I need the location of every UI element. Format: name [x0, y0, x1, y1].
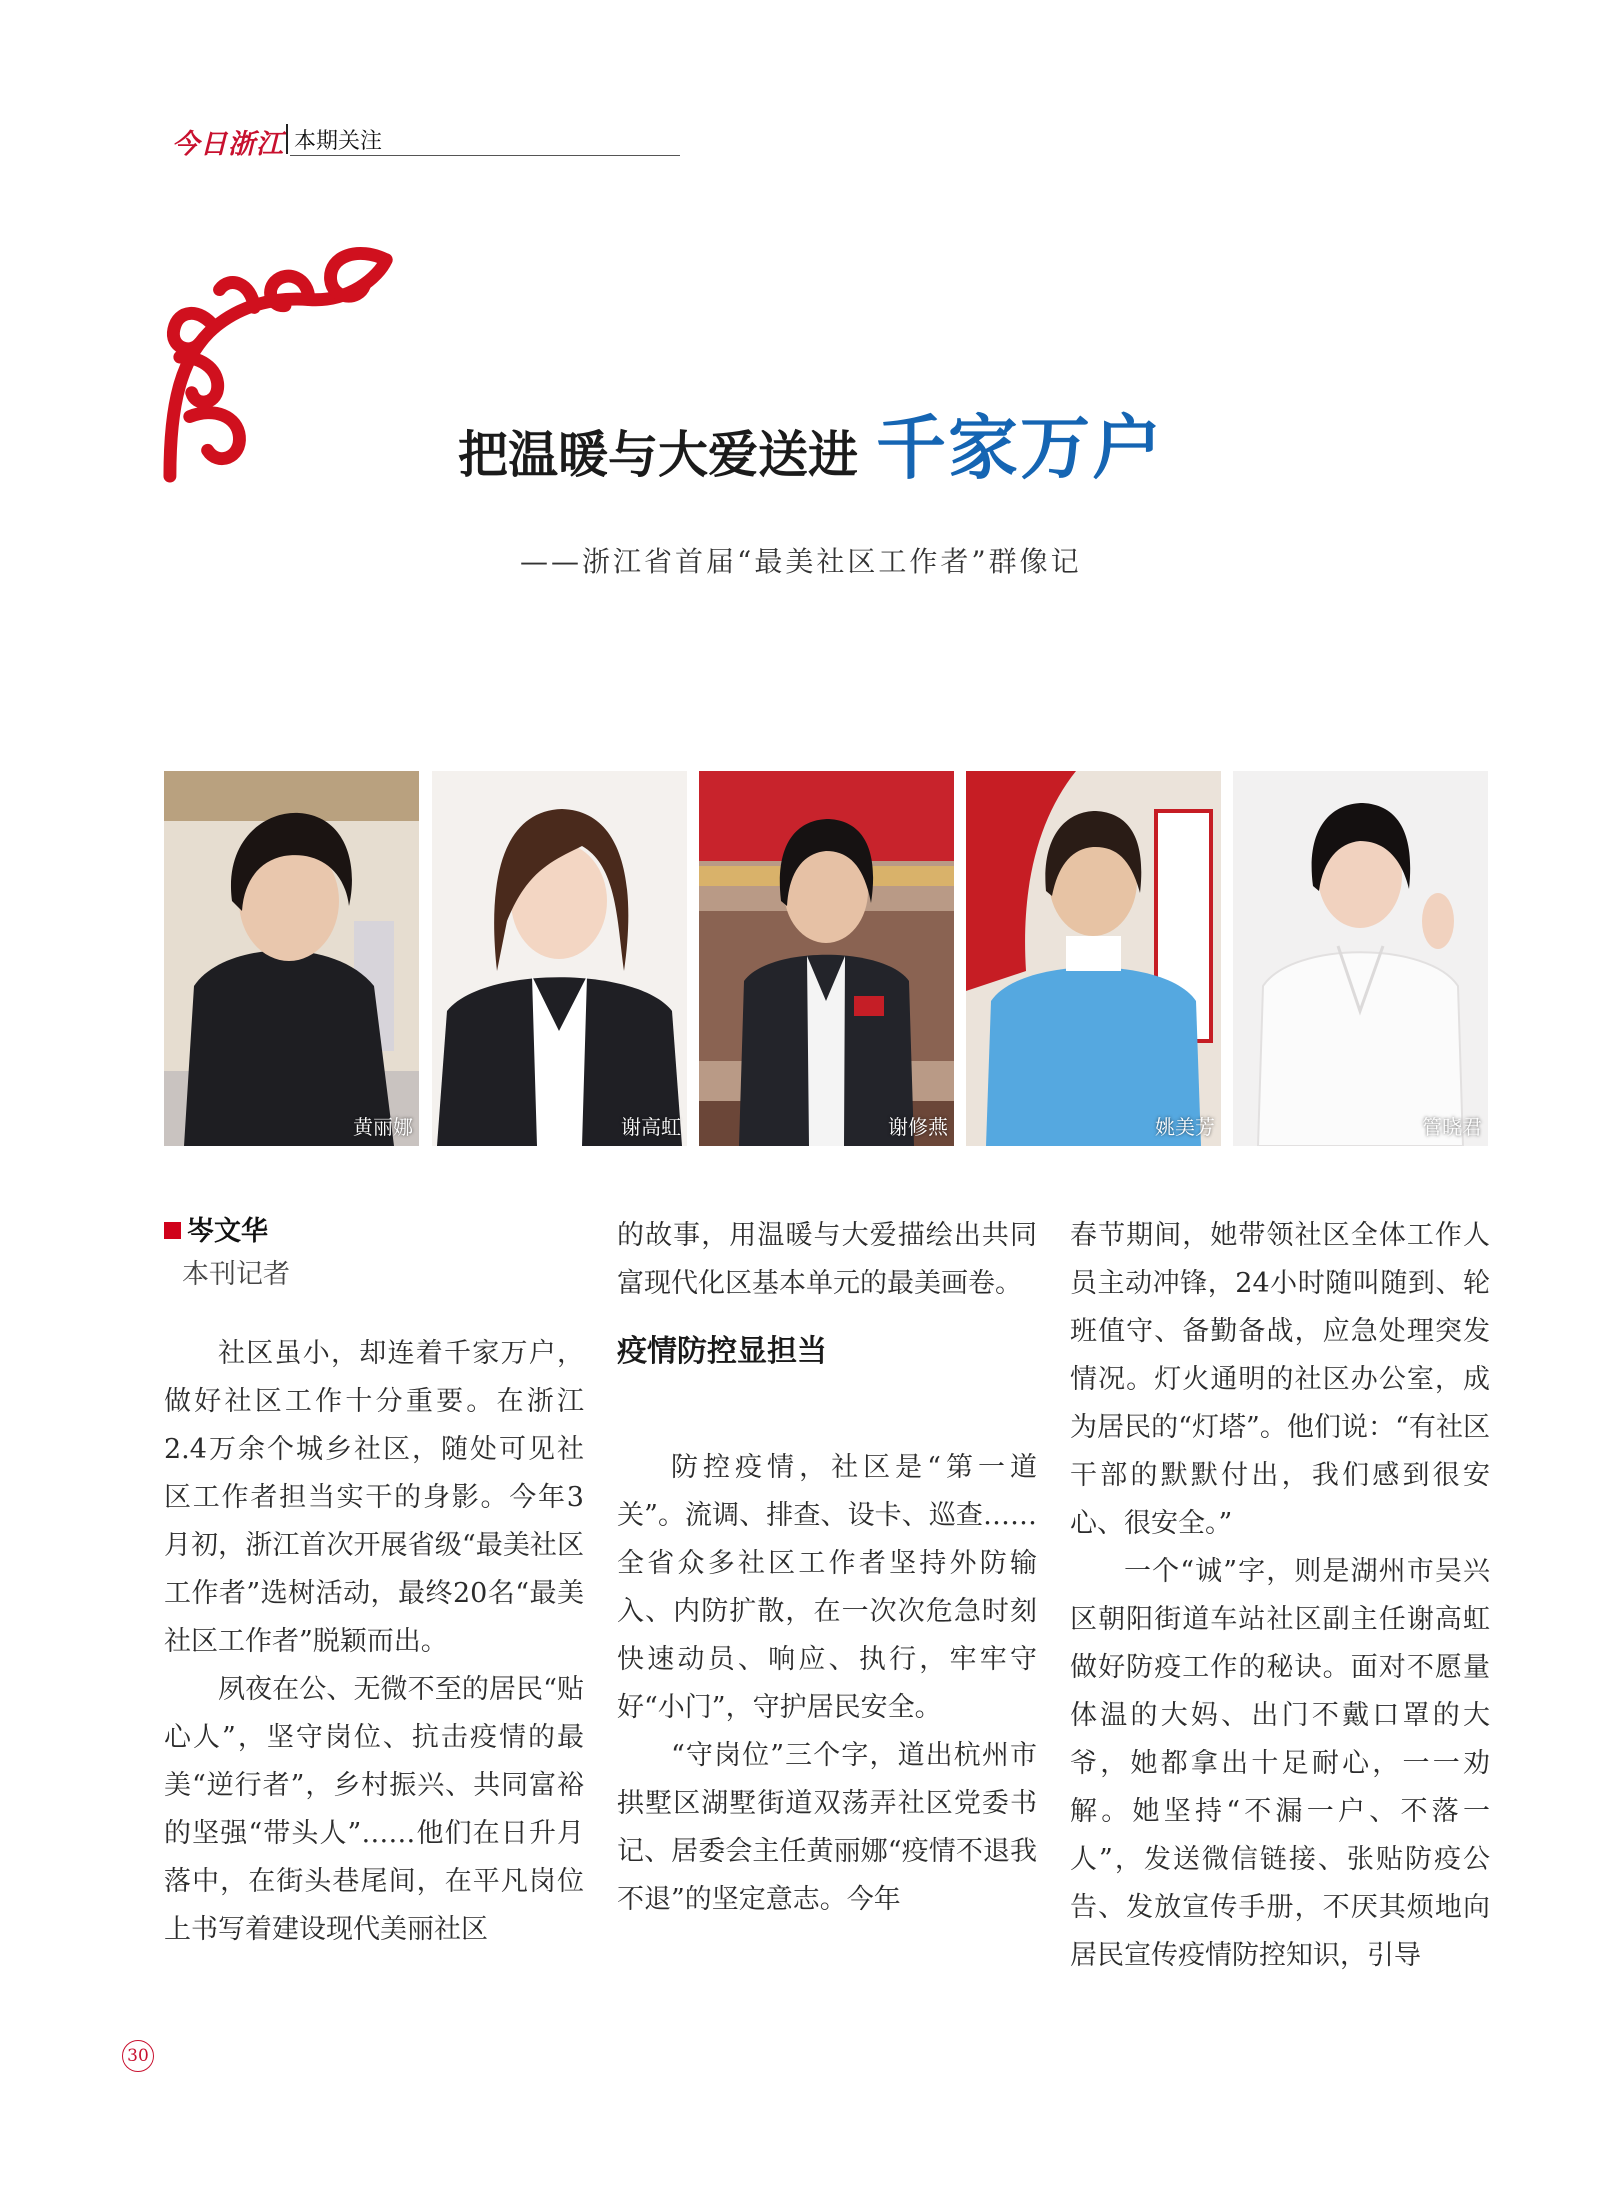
portrait-photo-3	[699, 771, 954, 1146]
portrait-caption: 管晓君	[1422, 1115, 1482, 1139]
section-label: 本期关注	[294, 129, 383, 154]
paragraph: 防控疫情，社区是“第一道关”。流调、排查、设卡、巡查……全省众多社区工作者坚持外防输入、内防扩散，在一次次危急时刻快速动员、响应、执行，牢牢守好“小门”，守护居民安全。	[617, 1452, 1037, 1723]
title-part-2: 千家万户	[876, 406, 1164, 489]
portrait-image	[1233, 771, 1488, 1146]
portrait-image	[966, 771, 1221, 1146]
portrait-photo-2	[432, 771, 687, 1146]
article-title	[458, 392, 1164, 493]
magazine-logo: 今日浙江	[172, 129, 284, 160]
article-column-3	[1070, 1212, 1490, 1980]
paragraph: 一个“诚”字，则是湖州市吴兴区朝阳街道车站社区副主任谢高虹做好防疫工作的秘诀。面对不愿量体温的大妈、出门不戴口罩的大爷，她都拿出十足耐心，一一劝解。她坚持“不漏一户、不落一人”，发送微信链接、张贴防疫公告、发放宣传手册，不厌其烦地向居民宣传疫情防控知识，引导	[1070, 1556, 1490, 1971]
portrait-caption: 谢高虹	[621, 1115, 681, 1139]
portrait-photo-4	[966, 771, 1221, 1146]
paragraph: 社区虽小，却连着千家万户，做好社区工作十分重要。在浙江2.4万余个城乡社区，随处可见社区工作者担当实干的身影。今年3月初，浙江首次开展省级“最美社区工作者”选树活动，最终20名“最美社区工作者”脱颖而出。	[164, 1338, 584, 1657]
article-column-1	[164, 1212, 584, 1954]
portrait-photo-1	[164, 771, 419, 1146]
section-heading: 疫情防控显担当	[617, 1334, 827, 1369]
header-divider	[286, 124, 288, 154]
byline-square-icon	[164, 1222, 181, 1239]
paragraph: 夙夜在公、无微不至的居民“贴心人”，坚守岗位、抗击疫情的最美“逆行者”，乡村振兴、共同富裕的坚强“带头人”……他们在日升月落中，在街头巷尾间，在平凡岗位上书写着建设现代美丽社区	[164, 1674, 584, 1945]
portrait-photo-5	[1233, 771, 1488, 1146]
portrait-caption: 姚美芳	[1155, 1115, 1215, 1139]
portrait-caption: 谢修燕	[888, 1115, 948, 1139]
header-rule	[290, 155, 680, 156]
corner-ornament-icon	[160, 238, 408, 486]
portrait-image	[164, 771, 419, 1146]
page-number: 30	[122, 2040, 154, 2072]
paragraph: “守岗位”三个字，道出杭州市拱墅区湖墅街道双荡弄社区党委书记、居委会主任黄丽娜“疫情不退我不退”的坚定意志。今年	[617, 1740, 1037, 1915]
paragraph-continued: 春节期间，她带领社区全体工作人员主动冲锋，24小时随叫随到、轮班值守、备勤备战，应急处理突发情况。灯火通明的社区办公室，成为居民的“灯塔”。他们说：“有社区干部的默默付出，我们感到很安心、很安全。”	[1070, 1220, 1490, 1539]
author-name: 岑文华	[187, 1216, 268, 1247]
author-byline	[164, 1212, 584, 1252]
portrait-image	[432, 771, 687, 1146]
article-subtitle: ——浙江省首届“最美社区工作者”群像记	[520, 545, 1082, 578]
article-column-2	[617, 1212, 1037, 1924]
magazine-header	[172, 122, 512, 160]
paragraph-continued: 的故事，用温暖与大爱描绘出共同富现代化区基本单元的最美画卷。	[617, 1220, 1037, 1299]
portrait-image	[699, 771, 954, 1146]
portrait-caption: 黄丽娜	[353, 1115, 413, 1139]
author-role: 本刊记者	[182, 1259, 290, 1290]
title-part-1: 把温暖与大爱送进	[458, 425, 858, 484]
